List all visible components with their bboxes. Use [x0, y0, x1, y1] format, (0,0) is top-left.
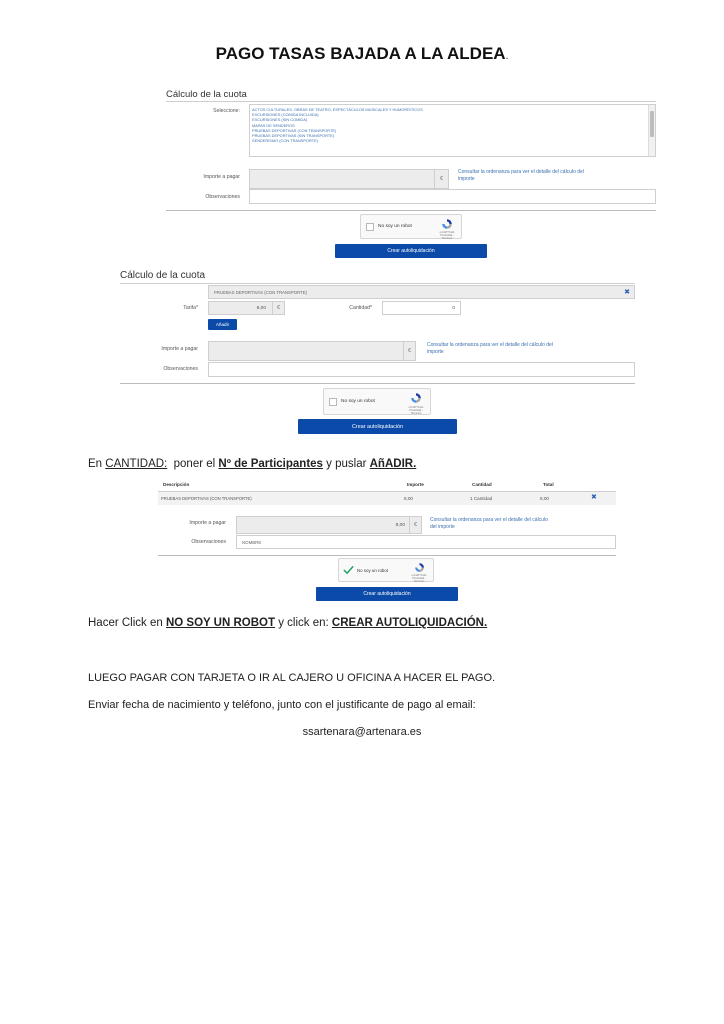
instr1-cantidad: CANTIDAD: — [105, 458, 168, 470]
cantidad-label: Cantidad* — [349, 305, 372, 311]
panel2-observaciones-input[interactable] — [208, 362, 635, 377]
panel2-importe-field — [208, 341, 416, 361]
panel1-heading: Cálculo de la cuota — [166, 89, 247, 100]
remove-icon[interactable]: ✖ — [624, 289, 630, 296]
instr1-anadir: AñADIR. — [369, 458, 417, 470]
recaptcha-checkbox[interactable] — [366, 223, 374, 231]
panel2-importe-label: Importe a pagar — [161, 346, 198, 352]
table-header-total: Total — [543, 482, 554, 487]
panel3-recaptcha[interactable] — [338, 558, 434, 582]
check-icon[interactable] — [343, 565, 354, 575]
panel2-selected-item — [208, 285, 635, 299]
panel1-option-listbox[interactable] — [249, 104, 656, 157]
panel2-recaptcha[interactable] — [323, 388, 431, 415]
scrollbar-thumb[interactable] — [650, 111, 654, 137]
instr2-crear: CREAR AUTOLIQUIDACIÓN. — [331, 617, 488, 629]
option-item[interactable]: ACTOS CULTURALES, OBRAS DE TEATRO, ESPECTÁCULOS MUSICALES Y HUMORÍSTICOS — [252, 107, 423, 112]
row-importe: 8,00 — [404, 496, 413, 501]
table-row — [158, 492, 616, 505]
option-item[interactable]: SENDERISMO (CON TRANSPORTE) — [252, 138, 319, 144]
panel1-ordenanza-link[interactable]: Consultar la ordenanza para ver el detalle del cálculo del importe — [458, 169, 584, 182]
table-header-descripcion: Descripción — [163, 482, 190, 487]
row-descripcion: PRUEBAS DEPORTIVAS (CON TRANSPORTE) — [161, 496, 252, 501]
panel1-submit-button[interactable]: Crear autoliquidación — [335, 244, 487, 258]
recaptcha-caption: reCAPTCHA Privacidad - Términos — [408, 406, 424, 416]
euro-icon: € — [409, 517, 421, 533]
tarifa-label: Tarifa* — [183, 305, 198, 311]
option-item[interactable]: PRUEBAS DEPORTIVAS (CON TRANSPORTE) — [252, 127, 337, 133]
recaptcha-logo-icon — [410, 392, 422, 404]
recaptcha-text: No soy un robot — [341, 399, 375, 404]
tarifa-value: 8,00 — [256, 306, 266, 311]
option-item[interactable]: PRUEBAS DEPORTIVAS (SIN TRANSPORTE) — [252, 133, 335, 139]
table-header-cantidad: Cantidad — [472, 482, 492, 487]
instr1-participantes: Nº de Participantes — [218, 458, 323, 470]
row-total: 8,00 — [540, 496, 549, 501]
panel3-observaciones-input[interactable] — [236, 535, 616, 549]
panel3-submit-button[interactable]: Crear autoliquidación — [316, 587, 458, 601]
importe-value: 8,00 — [395, 523, 405, 528]
recaptcha-logo-icon — [414, 562, 425, 573]
instr1-part: En — [88, 458, 106, 470]
page-title-text: PAGO TASAS BAJADA A LA ALDEA — [215, 44, 506, 63]
panel2-observaciones-label: Observaciones — [163, 366, 198, 372]
panel1-importe-field — [249, 169, 449, 189]
panel1-select-label: Seleccione: — [213, 108, 240, 114]
cantidad-value: 0 — [452, 306, 455, 311]
contact-email: ssartenara@artenara.es — [302, 726, 422, 738]
page-title-dot: . — [505, 51, 509, 62]
recaptcha-checkbox[interactable] — [329, 398, 337, 406]
panel2-divider — [120, 383, 635, 384]
panel2-ordenanza-link[interactable]: Consultar la ordenanza para ver el detalle del cálculo del importe — [427, 342, 553, 355]
tarifa-field — [208, 301, 285, 315]
recaptcha-text: No soy un robot — [378, 224, 412, 229]
panel1-heading-divider — [166, 101, 656, 102]
panel1-observaciones-input[interactable] — [249, 189, 656, 204]
panel2-heading: Cálculo de la cuota — [120, 270, 206, 281]
panel3-divider — [158, 555, 616, 556]
selected-item-text: PRUEBAS DEPORTIVAS (CON TRANSPORTE) — [214, 290, 308, 295]
recaptcha-caption: reCAPTCHA Privacidad - Términos — [411, 574, 427, 584]
euro-icon: € — [272, 302, 284, 314]
panel1-observaciones-label: Observaciones — [205, 194, 240, 200]
page-title — [0, 44, 724, 64]
instruction-enviar: Enviar fecha de nacimiento y teléfono, junto con el justificante de pago al email: — [88, 699, 476, 711]
panel2-submit-button[interactable]: Crear autoliquidación — [298, 419, 457, 434]
panel3-importe-field — [236, 516, 422, 534]
instr2-robot: NO SOY UN ROBOT — [165, 617, 276, 629]
panel1-importe-label: Importe a pagar — [203, 174, 240, 180]
instr2-part: Hacer Click en — [88, 617, 166, 629]
instr2-part: y click en: — [275, 617, 332, 629]
instr1-part: y puslar — [322, 458, 370, 470]
euro-icon: € — [434, 170, 448, 188]
recaptcha-text: No soy un robot — [357, 568, 388, 573]
remove-icon[interactable]: ✖ — [591, 494, 597, 501]
row-cantidad: 1 Cantidad — [470, 496, 493, 501]
option-item[interactable]: MAPAS DE SENDEROS — [252, 122, 295, 128]
instruction-cantidad — [88, 458, 416, 470]
panel3-importe-label: Importe a pagar — [189, 520, 226, 526]
table-header-importe: Importe — [407, 482, 424, 487]
option-item[interactable]: EXCURSIONES (SIN COMIDA) — [252, 117, 308, 123]
cantidad-input[interactable] — [382, 301, 461, 315]
listbox-scrollbar[interactable] — [648, 105, 655, 156]
instruction-robot — [88, 617, 487, 629]
panel1-recaptcha[interactable] — [360, 214, 462, 239]
panel1-divider — [166, 210, 656, 211]
panel3-ordenanza-link[interactable]: Consultar la ordenanza para ver el detalle del cálculo del importe — [430, 517, 548, 530]
panel3-observaciones-label: Observaciones — [191, 539, 226, 545]
euro-icon: € — [403, 342, 415, 360]
recaptcha-caption: reCAPTCHA Privacidad - Términos — [439, 231, 455, 241]
add-button[interactable]: Añadir — [208, 319, 237, 330]
option-item[interactable]: EXCURSIONES (COMIDA INCLUIDA) — [252, 112, 319, 118]
instr1-part: poner el — [167, 458, 219, 470]
instruction-pago: LUEGO PAGAR CON TARJETA O IR AL CAJERO U OFICINA A HACER EL PAGO. — [88, 672, 496, 684]
recaptcha-logo-icon — [441, 218, 453, 230]
panel2-heading-divider — [120, 283, 635, 284]
observaciones-value: NOMBRE — [242, 540, 262, 545]
